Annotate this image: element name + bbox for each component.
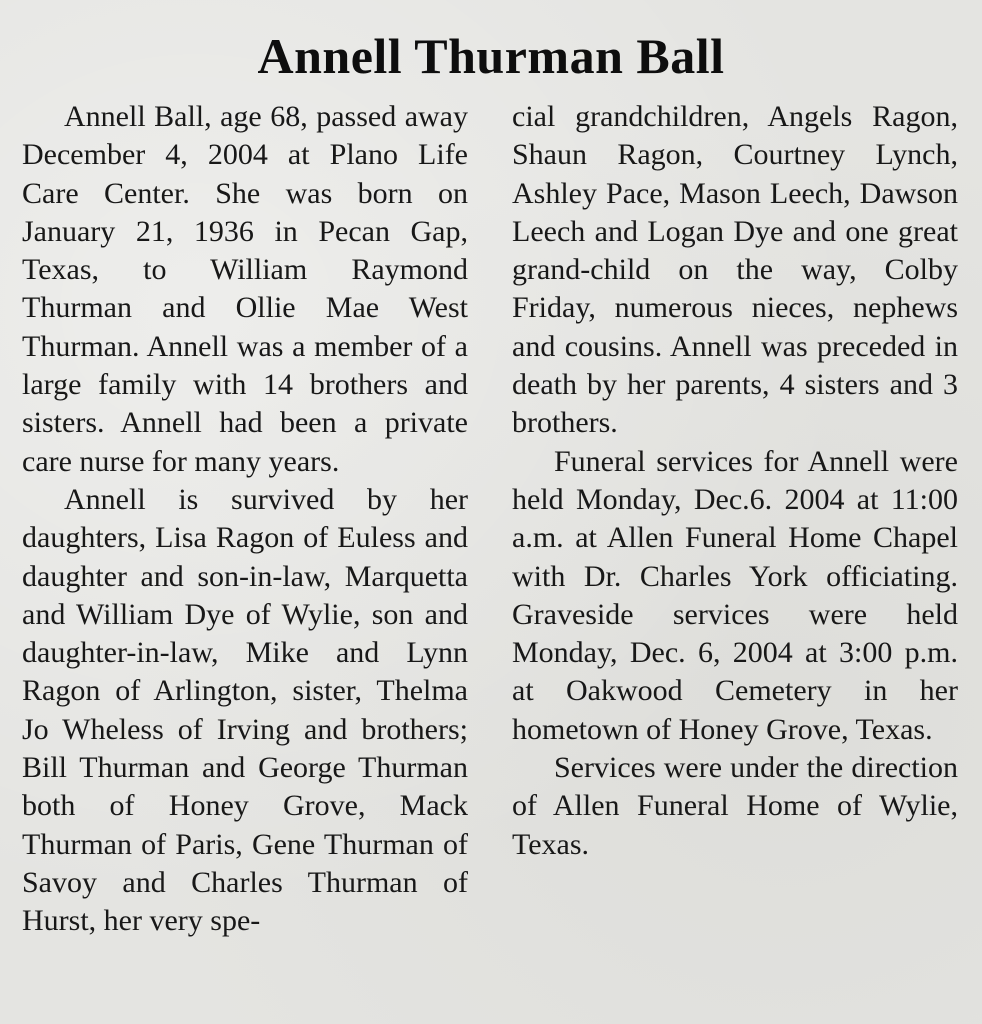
column-divider — [490, 100, 491, 1020]
left-column — [22, 98, 468, 941]
paragraph-intro: Annell Ball, age 68, passed away December 4, 2004 at Plano Life Care Center. She was born on January 21, 1936 in Pecan Gap, Texas, to William Raymond Thurman and Ollie Mae West Thurman. Annell was a member of a large family with 14 brothers and sisters. Annell had been a private care nurse for many years. — [22, 100, 468, 478]
paragraph-survivors-continued: cial grandchildren, Angels Ragon, Shaun Ragon, Courtney Lynch, Ashley Pace, Mason Leech, Dawson Leech and Logan Dye and one great grand-child on the way, Colby Friday, numerous nieces, nephews and cousins. Annell was preceded in death by her parents, 4 sisters and 3 brothers. — [512, 100, 958, 440]
right-column — [512, 98, 958, 864]
obituary-title: Annell Thurman Ball — [257, 28, 725, 84]
paragraph-arrangements: Services were under the direction of Allen Funeral Home of Wylie, Texas. — [512, 751, 958, 861]
paragraph-funeral-services: Funeral services for Annell were held Monday, Dec.6. 2004 at 11:00 a.m. at Allen Funeral Home Chapel with Dr. Charles York officiating. Graveside services were held Monday, Dec. 6, 2004 at 3:00 p.m. at Oakwood Cemetery in her hometown of Honey Grove, Texas. — [512, 444, 958, 746]
paragraph-survivors: Annell is survived by her daughters, Lisa Ragon of Euless and daughter and son-in-law, Marquetta and William Dye of Wylie, son and daughter-in-law, Mike and Lynn Ragon of Arlington, sister, Thelma Jo Wheless of Irving and brothers; Bill Thurman and George Thurman both of Honey Grove, Mack Thurman of Paris, Gene Thurman of Savoy and Charles Thurman of Hurst, her very spe- — [22, 482, 468, 938]
